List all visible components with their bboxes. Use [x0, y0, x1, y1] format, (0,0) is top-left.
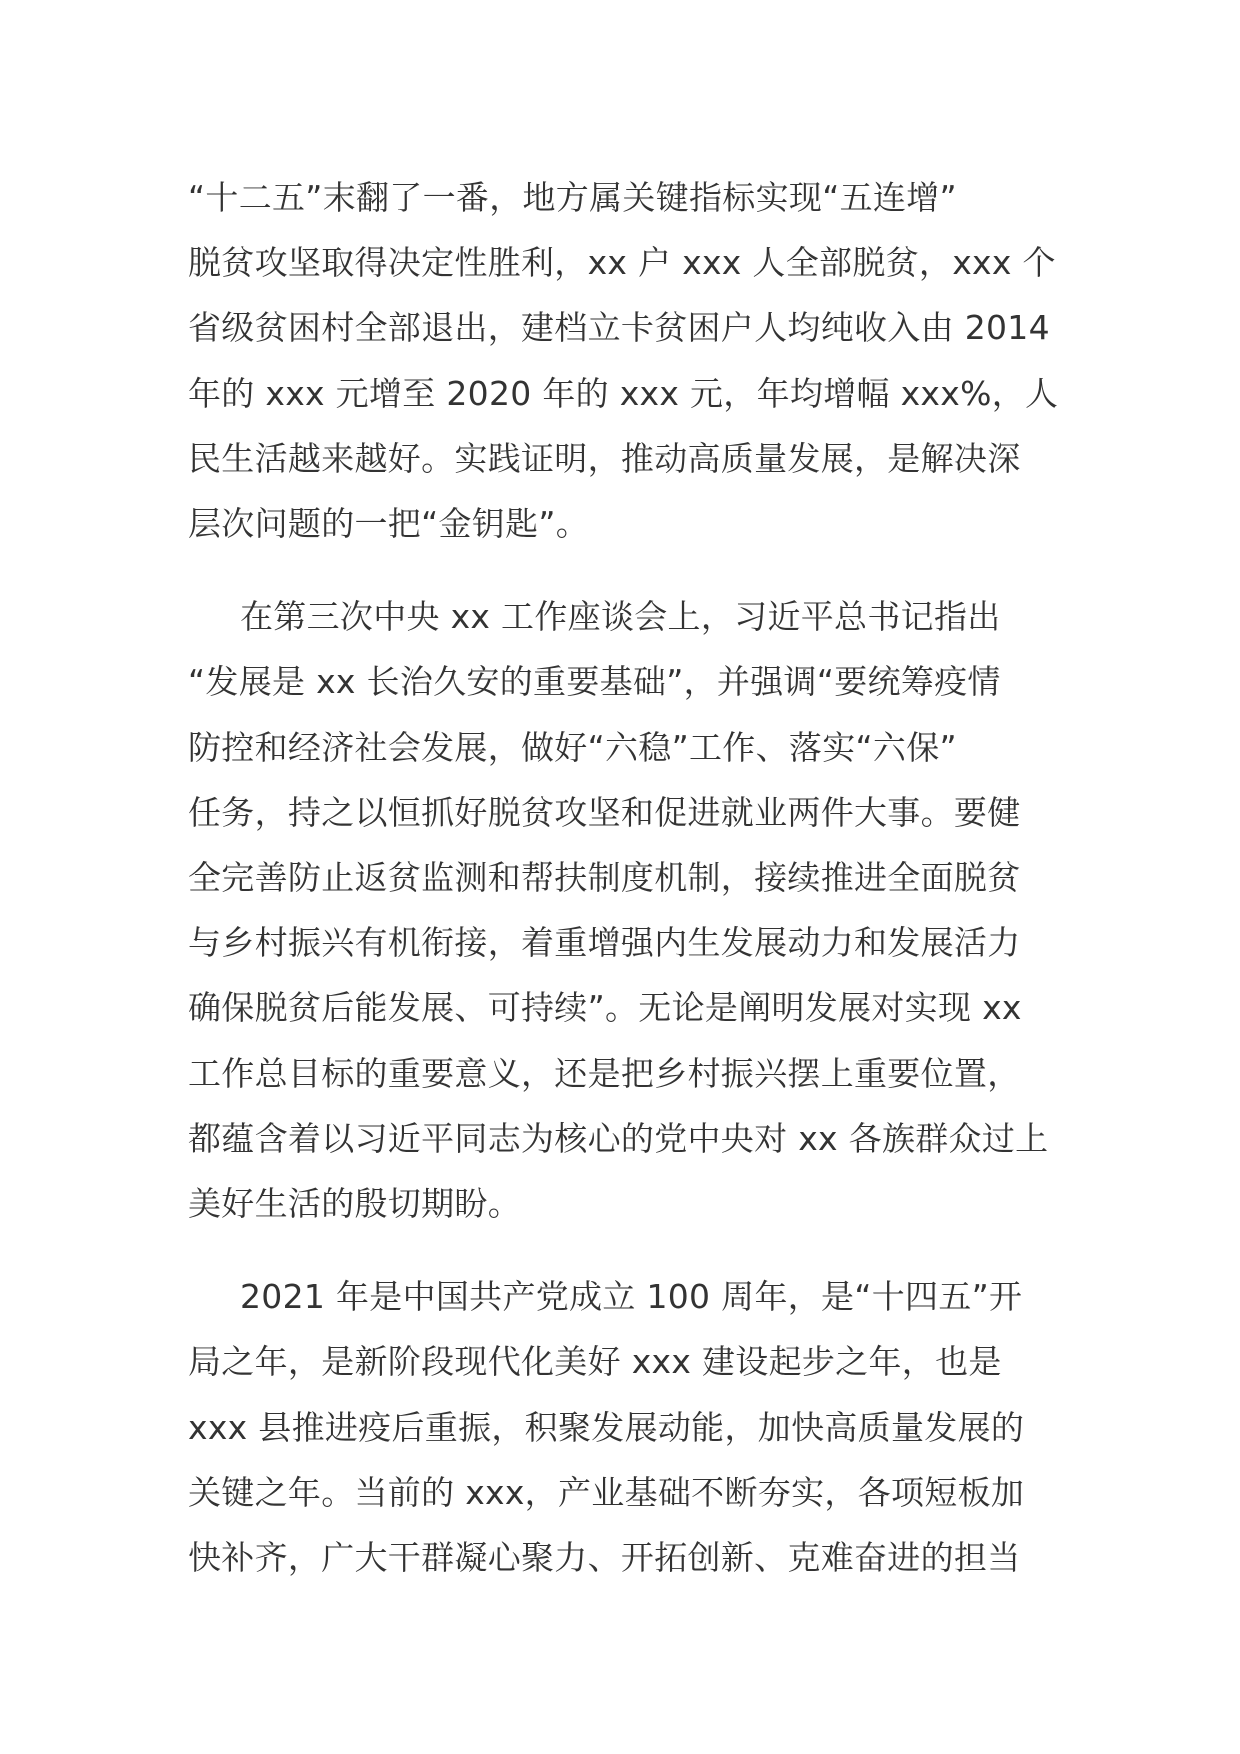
- text-line: 关键之年。当前的 xxx，产业基础不断夯实，各项短板加: [188, 1472, 1025, 1512]
- text-line: 确保脱贫后能发展、可持续”。无论是阐明发展对实现 xx: [188, 988, 1022, 1028]
- text-line: 年的 xxx 元增至 2020 年的 xxx 元，年均增幅 xxx%，人: [188, 373, 1059, 413]
- paragraph-1: [188, 165, 1058, 556]
- text-line: 全完善防止返贫监测和帮扶制度机制，接续推进全面脱贫: [188, 858, 1021, 898]
- text-line: 工作总目标的重要意义，还是把乡村振兴摆上重要位置，: [188, 1053, 1021, 1093]
- paragraph-2: [188, 584, 1058, 1236]
- text-line: 省级贫困村全部退出，建档立卡贫困户人均纯收入由 2014: [188, 308, 1050, 348]
- text-line: 快补齐，广大干群凝心聚力、开拓创新、克难奋进的担当: [188, 1538, 1021, 1578]
- text-line: 防控和经济社会发展，做好“六稳”工作、落实“六保”: [188, 727, 957, 767]
- text-line: 民生活越来越好。实践证明，推动高质量发展，是解决深: [188, 438, 1021, 478]
- text-line: xxx 县推进疫后重振，积聚发展动能，加快高质量发展的: [188, 1407, 1025, 1447]
- text-line: 美好生活的殷切期盼。: [188, 1184, 521, 1224]
- text-line: 2021 年是中国共产党成立 100 周年，是“十四五”开: [240, 1277, 1023, 1317]
- text-line: “十二五”末翻了一番，地方属关键指标实现“五连增”: [188, 178, 957, 217]
- text-line: 与乡村振兴有机衔接，着重增强内生发展动力和发展活力: [188, 923, 1021, 963]
- text-line: 都蕴含着以习近平同志为核心的党中央对 xx 各族群众过上: [188, 1118, 1049, 1158]
- text-line: “发展是 xx 长治久安的重要基础”，并强调“要统筹疫情: [188, 662, 1001, 702]
- paragraph-3: [188, 1264, 1058, 1590]
- document-body: [188, 165, 1058, 1618]
- text-line: 脱贫攻坚取得决定性胜利，xx 户 xxx 人全部脱贫，xxx 个: [188, 243, 1056, 283]
- text-line: 在第三次中央 xx 工作座谈会上，习近平总书记指出: [240, 597, 1001, 637]
- text-line: 局之年，是新阶段现代化美好 xxx 建设起步之年，也是: [188, 1342, 1002, 1382]
- text-line: 层次问题的一把“金钥匙”。: [188, 504, 590, 544]
- text-line: 任务，持之以恒抓好脱贫攻坚和促进就业两件大事。要健: [188, 792, 1021, 832]
